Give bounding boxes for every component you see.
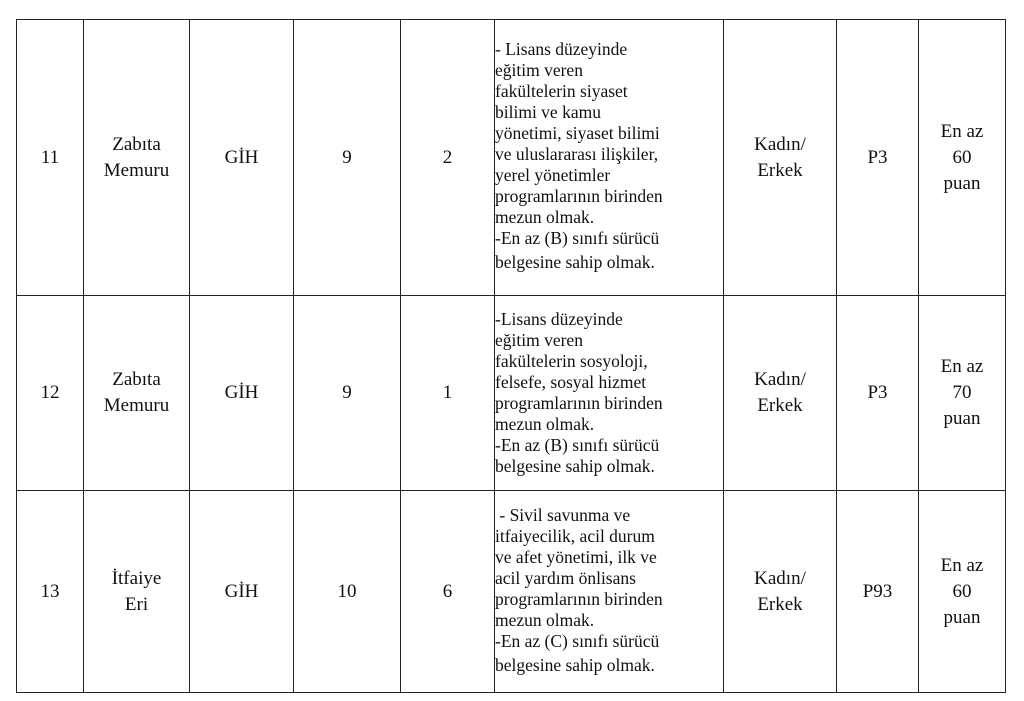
position-line: Zabıta: [112, 369, 161, 390]
position-line: Zabıta: [112, 133, 161, 155]
min-score-line: En az: [940, 120, 984, 142]
requirement-line: yerel yönetimler: [495, 165, 611, 185]
requirements-cell: [495, 20, 724, 296]
requirement-line: ve uluslararası ilişkiler,: [495, 144, 659, 164]
degree-cell: 10: [294, 491, 401, 693]
min-score-line: puan: [943, 408, 981, 429]
table-row: [17, 20, 1006, 296]
requirement-line: -En az (B) sınıfı sürücü: [495, 228, 660, 248]
requirement-line: fakültelerin siyaset: [495, 81, 628, 101]
gender-line: Erkek: [757, 593, 803, 615]
table-row: [17, 296, 1006, 491]
gender-cell: [724, 491, 837, 693]
requirement-line: acil yardım önlisans: [495, 567, 636, 588]
min-score-line: puan: [943, 172, 981, 194]
score-type-cell: P3: [837, 20, 919, 296]
min-score-cell: [919, 296, 1006, 491]
requirement-line: - Lisans düzeyinde: [495, 39, 628, 59]
position-line: Memuru: [103, 395, 170, 416]
min-score-line: 60: [952, 580, 972, 602]
count-cell: 6: [401, 491, 495, 693]
requirement-line: belgesine sahip olmak.: [495, 252, 655, 272]
requirement-line: yönetimi, siyaset bilimi: [495, 123, 660, 143]
gender-cell: [724, 20, 837, 296]
requirement-line: -En az (C) sınıfı sürücü: [495, 630, 660, 651]
score-type-cell: P3: [837, 296, 919, 491]
requirement-line: belgesine sahip olmak.: [495, 654, 655, 675]
min-score-line: En az: [940, 356, 984, 377]
degree-cell: 9: [294, 296, 401, 491]
requirement-line: bilimi ve kamu: [495, 102, 601, 122]
requirement-line: programlarının birinden: [495, 393, 663, 413]
gender-line: Kadın/: [754, 567, 806, 589]
requirement-line: -En az (B) sınıfı sürücü: [495, 435, 660, 455]
min-score-line: puan: [943, 606, 981, 628]
position-cell: [84, 20, 190, 296]
class-cell: GİH: [190, 491, 294, 693]
degree-cell: 9: [294, 20, 401, 296]
job-postings-table: [16, 19, 1006, 693]
position-line: Eri: [124, 593, 149, 615]
min-score-line: En az: [940, 554, 984, 576]
requirement-line: mezun olmak.: [495, 414, 595, 434]
min-score-cell: [919, 20, 1006, 296]
requirement-line: -Lisans düzeyinde: [495, 309, 623, 329]
requirement-line: ve afet yönetimi, ilk ve: [495, 546, 657, 567]
requirements-cell: [495, 491, 724, 693]
position-cell: [84, 296, 190, 491]
requirement-line: mezun olmak.: [495, 207, 595, 227]
requirement-line: fakültelerin sosyoloji,: [495, 351, 648, 371]
gender-cell: [724, 296, 837, 491]
row-number-cell: 12: [17, 296, 84, 491]
requirement-line: programlarının birinden: [495, 186, 663, 206]
requirement-line: mezun olmak.: [495, 609, 595, 630]
requirement-line: itfaiyecilik, acil durum: [495, 525, 655, 546]
position-cell: [84, 491, 190, 693]
count-cell: 1: [401, 296, 495, 491]
row-number-cell: 11: [17, 20, 84, 296]
requirement-line: felsefe, sosyal hizmet: [495, 372, 647, 392]
requirements-cell: [495, 296, 724, 491]
requirement-line: programlarının birinden: [495, 588, 663, 609]
min-score-cell: [919, 491, 1006, 693]
gender-line: Erkek: [757, 159, 803, 181]
requirement-line: belgesine sahip olmak.: [495, 456, 655, 476]
requirement-line: eğitim veren: [495, 330, 583, 350]
count-cell: 2: [401, 20, 495, 296]
requirement-line: eğitim veren: [495, 60, 583, 80]
table-row: [17, 491, 1006, 693]
requirement-line: - Sivil savunma ve: [495, 504, 631, 525]
gender-line: Kadın/: [754, 133, 806, 155]
position-line: İtfaiye: [111, 567, 162, 589]
score-type-cell: P93: [837, 491, 919, 693]
min-score-line: 70: [952, 382, 972, 403]
min-score-line: 60: [952, 146, 972, 168]
table-body: [17, 20, 1006, 693]
row-number-cell: 13: [17, 491, 84, 693]
gender-line: Kadın/: [754, 369, 806, 390]
class-cell: GİH: [190, 296, 294, 491]
class-cell: GİH: [190, 20, 294, 296]
position-line: Memuru: [103, 159, 170, 181]
gender-line: Erkek: [757, 395, 803, 416]
